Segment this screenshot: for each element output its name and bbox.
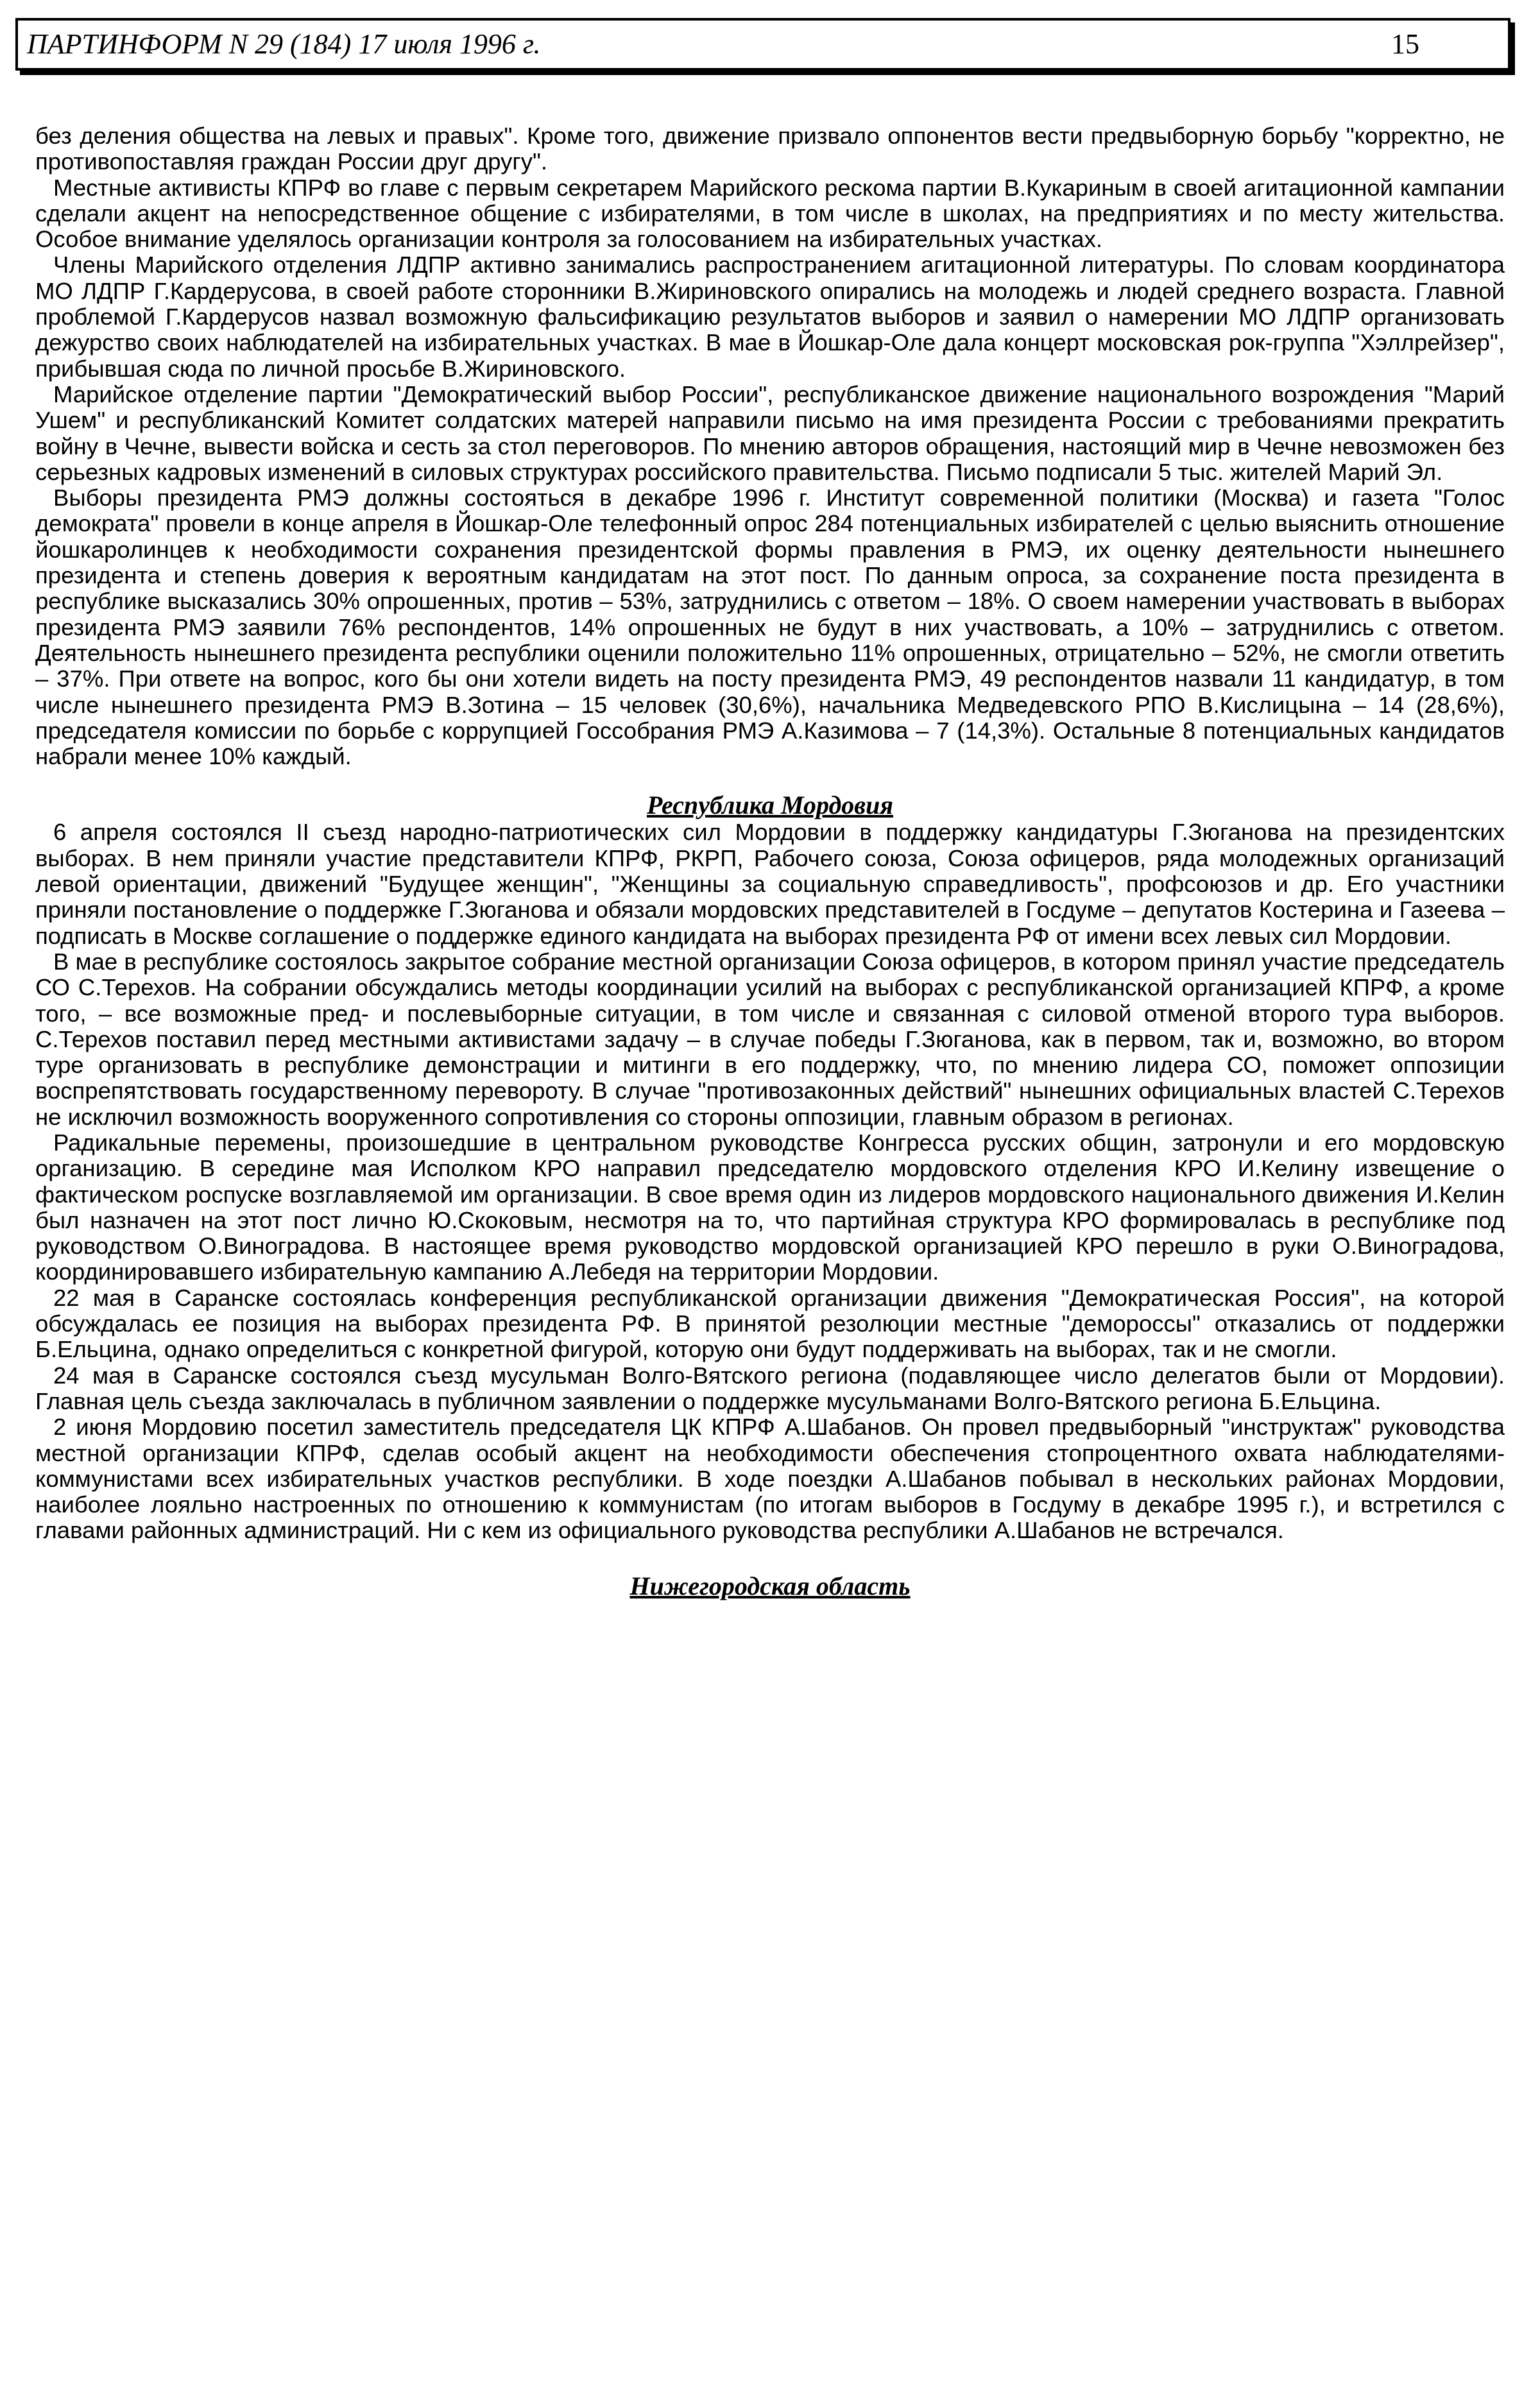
paragraph: 6 апреля состоялся II съезд народно-патриотических сил Мордовии в поддержку кандидатуры Г.Зюганова на президентских выборах. В нем приняли участие представители КПРФ, РКРП, Рабочего союза, Союза офицеров, ряда молодежных организаций левой ориентации, движений "Будущее женщин", "Женщины за социальную справедливость", профсоюзов и др. Его участники приняли постановление о поддержке Г.Зюганова и обязали мордовских представителей в Госдуме – депутатов Костерина и Газеева – подписать в Москве соглашение о поддержке единого кандидата на выборах президента РФ от имени всех левых сил Мордовии. xyxy=(35,819,1505,949)
paragraph: 22 мая в Саранске состоялась конференция республиканской организации движения "Демократическая Россия", на которой обсуждалась ее позиция на выборах президента РФ. В принятой резолюции местные "демороссы" отказались от поддержки Б.Ельцина, однако определиться с конкретной фигурой, которую они будут поддерживать на выборах, так и не смогли. xyxy=(35,1284,1505,1363)
page-header xyxy=(15,18,1510,71)
paragraph: В мае в республике состоялось закрытое собрание местной организации Союза офицеров, в котором принял участие председатель СО С.Терехов. На собрании обсуждались методы координации усилий на выборах с республиканской организацией КПРФ, а кроме того, – все возможные пред- и послевыборные ситуации, в том числе и связанная с силовой отменой второго тура выборов. С.Терехов поставил перед местными активистами задачу – в случае победы Г.Зюганова, как в первом, так и, возможно, во втором туре организовать в республике демонстрации и митинги в его поддержку, что, по мнению лидера СО, поможет оппозиции воспрепятствовать государственному перевороту. В случае "противозаконных действий" нынешних официальных властей С.Терехов не исключил возможность вооруженного сопротивления со стороны оппозиции, главным образом в регионах. xyxy=(35,948,1505,1130)
paragraph: Местные активисты КПРФ во главе с первым секретарем Марийского рескома партии В.Кукариным в своей агитационной кампании сделали акцент на непосредственное общение с избирателями, в том числе в школах, на предприятиях и по месту жительства. Особое внимание уделялось организации контроля за голосованием на избирательных участках. xyxy=(35,174,1505,253)
page-number: 15 xyxy=(1391,28,1419,60)
article-body xyxy=(35,123,1505,1600)
paragraph: Члены Марийского отделения ЛДПР активно занимались распространением агитационной литературы. По словам координатора МО ЛДПР Г.Кардерусова, в своей работе сторонники В.Жириновского опирались на молодежь и людей среднего возраста. Главной проблемой Г.Кардерусов назвал возможную фальсификацию результатов выборов и заявил о намерении МО ЛДПР организовать дежурство своих наблюдателей на избирательных участках. В мае в Йошкар-Оле дала концерт московская рок-группа "Хэллрейзер", прибывшая сюда по личной просьбе В.Жириновского. xyxy=(35,252,1505,382)
paragraph: Марийское отделение партии "Демократический выбор России", республиканское движение национального возрождения "Марий Ушем" и республиканский Комитет солдатских матерей направили письмо на имя президента России с требованиями прекратить войну в Чечне, вывести войска и сесть за стол переговоров. По мнению авторов обращения, настоящий мир в Чечне невозможен без серьезных кадровых изменений в силовых структурах российского правительства. Письмо подписали 5 тыс. жителей Марий Эл. xyxy=(35,381,1505,485)
paragraph: 2 июня Мордовию посетил заместитель председателя ЦК КПРФ А.Шабанов. Он провел предвыборный "инструктаж" руководства местной организации КПРФ, сделав особый акцент на необходимости обеспечения стопроцентного охвата наблюдателями-коммунистами всех избирательных участков республики. В ходе поездки А.Шабанов побывал в нескольких районах Мордовии, наиболее лояльно настроенных по отношению к коммунистам (по итогам выборов в Госдуму в декабре 1995 г.), и встретился с главами районных администраций. Ни с кем из официального руководства республики А.Шабанов не встречался. xyxy=(35,1414,1505,1544)
section-spacer xyxy=(35,769,1505,791)
section-heading-nizhny-novgorod: Нижегородская область xyxy=(629,1571,911,1600)
paragraph: Выборы президента РМЭ должны состояться в декабре 1996 г. Институт современной политики (Москва) и газета "Голос демократа" провели в конце апреля в Йошкар-Оле телефонный опрос 284 потенциальных избирателей с целью выяснить отношение йошкаролинцев к необходимости сохранения президентской формы правления в РМЭ, их оценку деятельности нынешнего президента и степень доверия к вероятным кандидатам на этот пост. По данным опроса, за сохранение поста президента в республике высказались 30% опрошенных, против – 53%, затруднились с ответом – 18%. О своем намерении участвовать в выборах президента РМЭ заявили 76% респондентов, 14% опрошенных не будут в них участвовать, а 10% – затруднились с ответом. Деятельность нынешнего президента республики оценили положительно 11% опрошенных, отрицательно – 52%, не смогли ответить – 37%. При ответе на вопрос, кого бы они хотели видеть на посту президента РМЭ, 49 респондентов назвали 11 кандидатур, в том числе нынешнего президента РМЭ В.Зотина – 15 человек (30,6%), начальника Медведевского РПО В.Кислицына – 14 (28,6%), председателя комиссии по борьбе с коррупцией Госсобрания РМЭ А.Казимова – 7 (14,3%). Остальные 8 потенциальных кандидатов набрали менее 10% каждый. xyxy=(35,484,1505,770)
paragraph: 24 мая в Саранске состоялся съезд мусульман Волго-Вятского региона (подавляющее число делегатов были от Мордовии). Главная цель съезда заключалась в публичном заявлении о поддержке мусульманами Волго-Вятского региона Б.Ельцина. xyxy=(35,1362,1505,1414)
section-spacer xyxy=(35,1544,1505,1572)
paragraph: без деления общества на левых и правых". Кроме того, движение призвало оппонентов вести предвыборную борьбу "корректно, не противопоставляя граждан России друг другу". xyxy=(35,123,1505,175)
section-heading-mordovia: Республика Мордовия xyxy=(646,791,894,820)
publication-title: ПАРТИНФОРМ N 29 (184) 17 июля 1996 г. xyxy=(27,28,541,60)
paragraph: Радикальные перемены, произошедшие в центральном руководстве Конгресса русских общин, затронули и его мордовскую организацию. В середине мая Исполком КРО направил председателю мордовского отделения КРО И.Келину извещение о фактическом роспуске возглавляемой им организации. В свое время один из лидеров мордовского национального движения И.Келин был назначен на этот пост лично Ю.Скоковым, несмотря на то, что партийная структура КРО формировалась в республике под руководством О.Виноградова. В настоящее время руководство мордовской организацией КРО перешло в руки О.Виноградова, координировавшего избирательную кампанию А.Лебедя на территории Мордовии. xyxy=(35,1129,1505,1285)
